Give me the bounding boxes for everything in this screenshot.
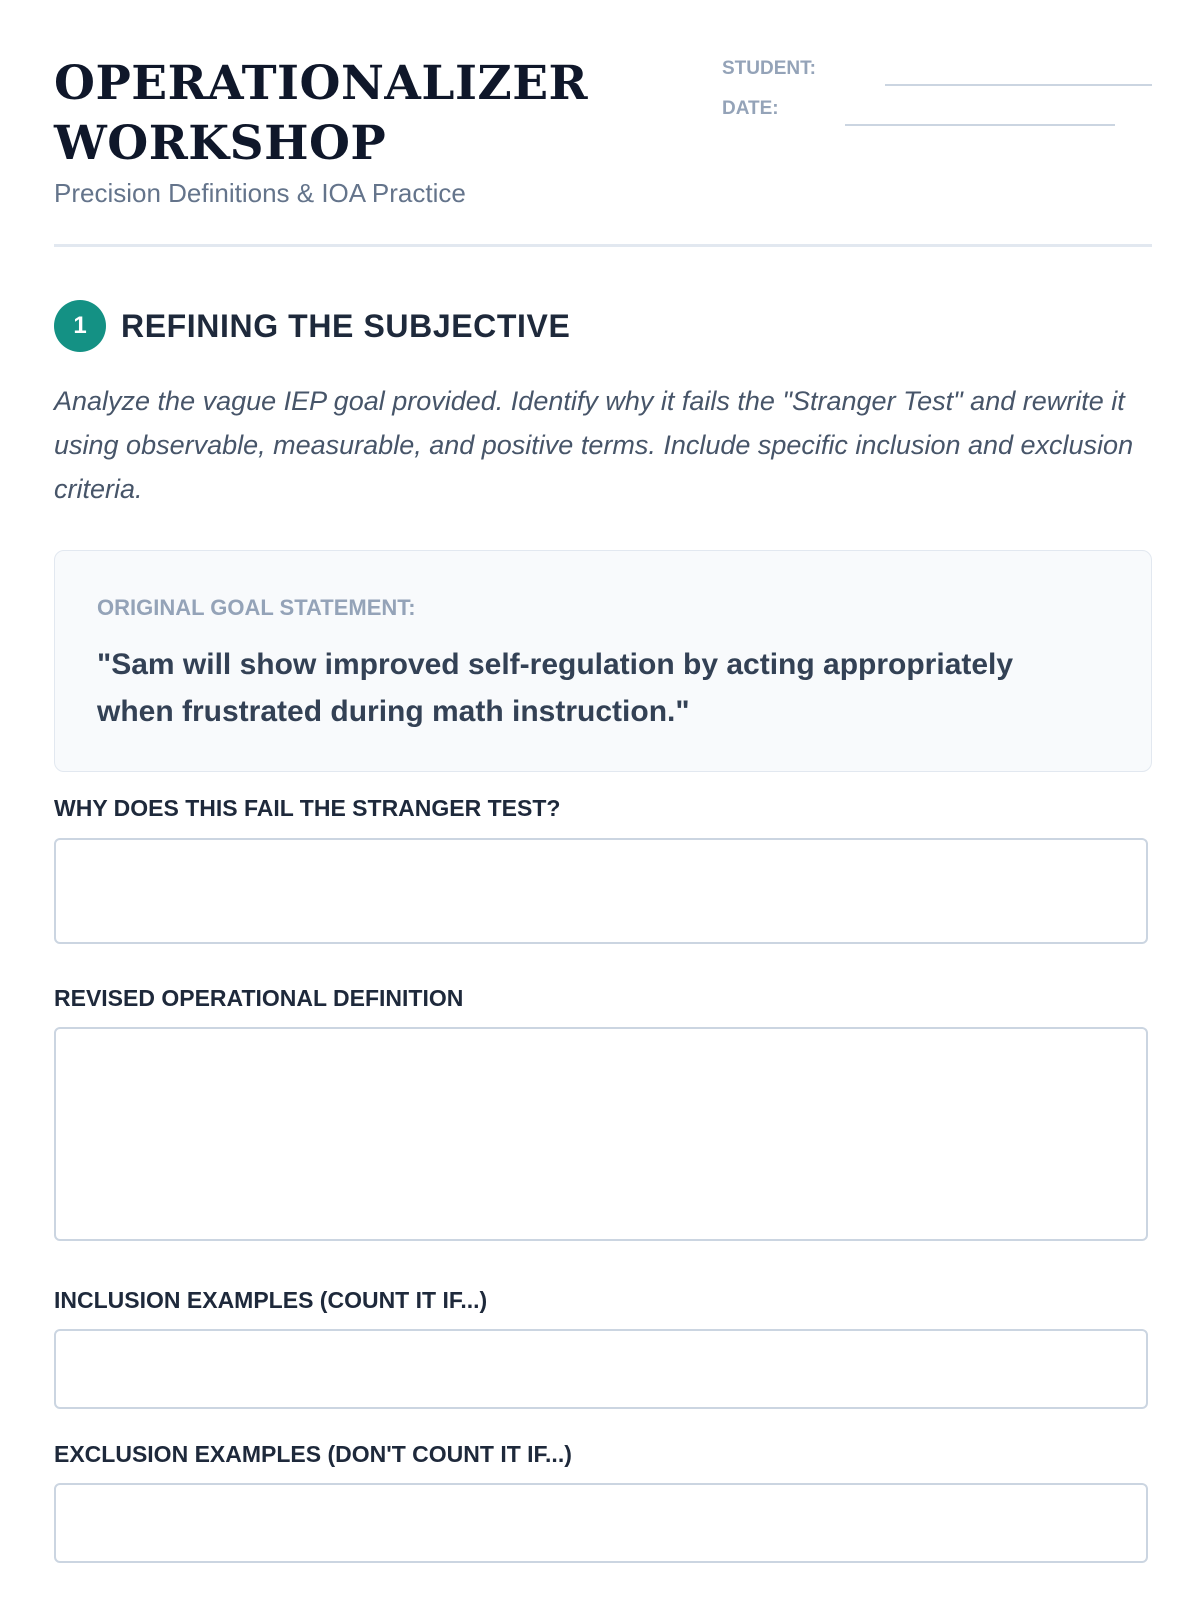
exclusion-examples-label: EXCLUSION EXAMPLES (DON'T COUNT IT IF...) (54, 1441, 572, 1467)
revised-definition-label: REVISED OPERATIONAL DEFINITION (54, 985, 464, 1011)
student-name-line[interactable] (885, 84, 1152, 86)
original-goal-label: ORIGINAL GOAL STATEMENT: (97, 595, 416, 620)
title-line-1: OPERATIONALIZER (54, 56, 589, 111)
worksheet-subtitle: Precision Definitions & IOA Practice (54, 178, 466, 208)
inclusion-examples-answer-box[interactable] (54, 1329, 1148, 1409)
date-line[interactable] (845, 124, 1115, 126)
original-goal-box (54, 550, 1152, 772)
revised-definition-answer-box[interactable] (54, 1027, 1148, 1241)
student-label: STUDENT: (722, 58, 816, 79)
worksheet-header (54, 0, 1152, 247)
exclusion-examples-answer-box[interactable] (54, 1483, 1148, 1563)
worksheet-title (54, 54, 588, 174)
section-instructions: Analyze the vague IEP goal provided. Identify why it fails the "Stranger Test" and rewrite it using observable, measurable, and positive terms. Include specific inclusion and exclusion criteria. (54, 386, 1134, 504)
why-fail-answer-box[interactable] (54, 838, 1148, 944)
why-fail-label: WHY DOES THIS FAIL THE STRANGER TEST? (54, 795, 561, 821)
original-goal-text: "Sam will show improved self-regulation by acting appropriately when frustrated during math instruction." (97, 648, 1014, 728)
title-line-2: WORKSHOP (54, 116, 387, 171)
inclusion-examples-label: INCLUSION EXAMPLES (COUNT IT IF...) (54, 1287, 488, 1313)
step-number-badge: 1 (54, 300, 106, 352)
date-label: DATE: (722, 98, 779, 119)
section-title: REFINING THE SUBJECTIVE (121, 308, 571, 344)
worksheet-page (54, 0, 1152, 1467)
